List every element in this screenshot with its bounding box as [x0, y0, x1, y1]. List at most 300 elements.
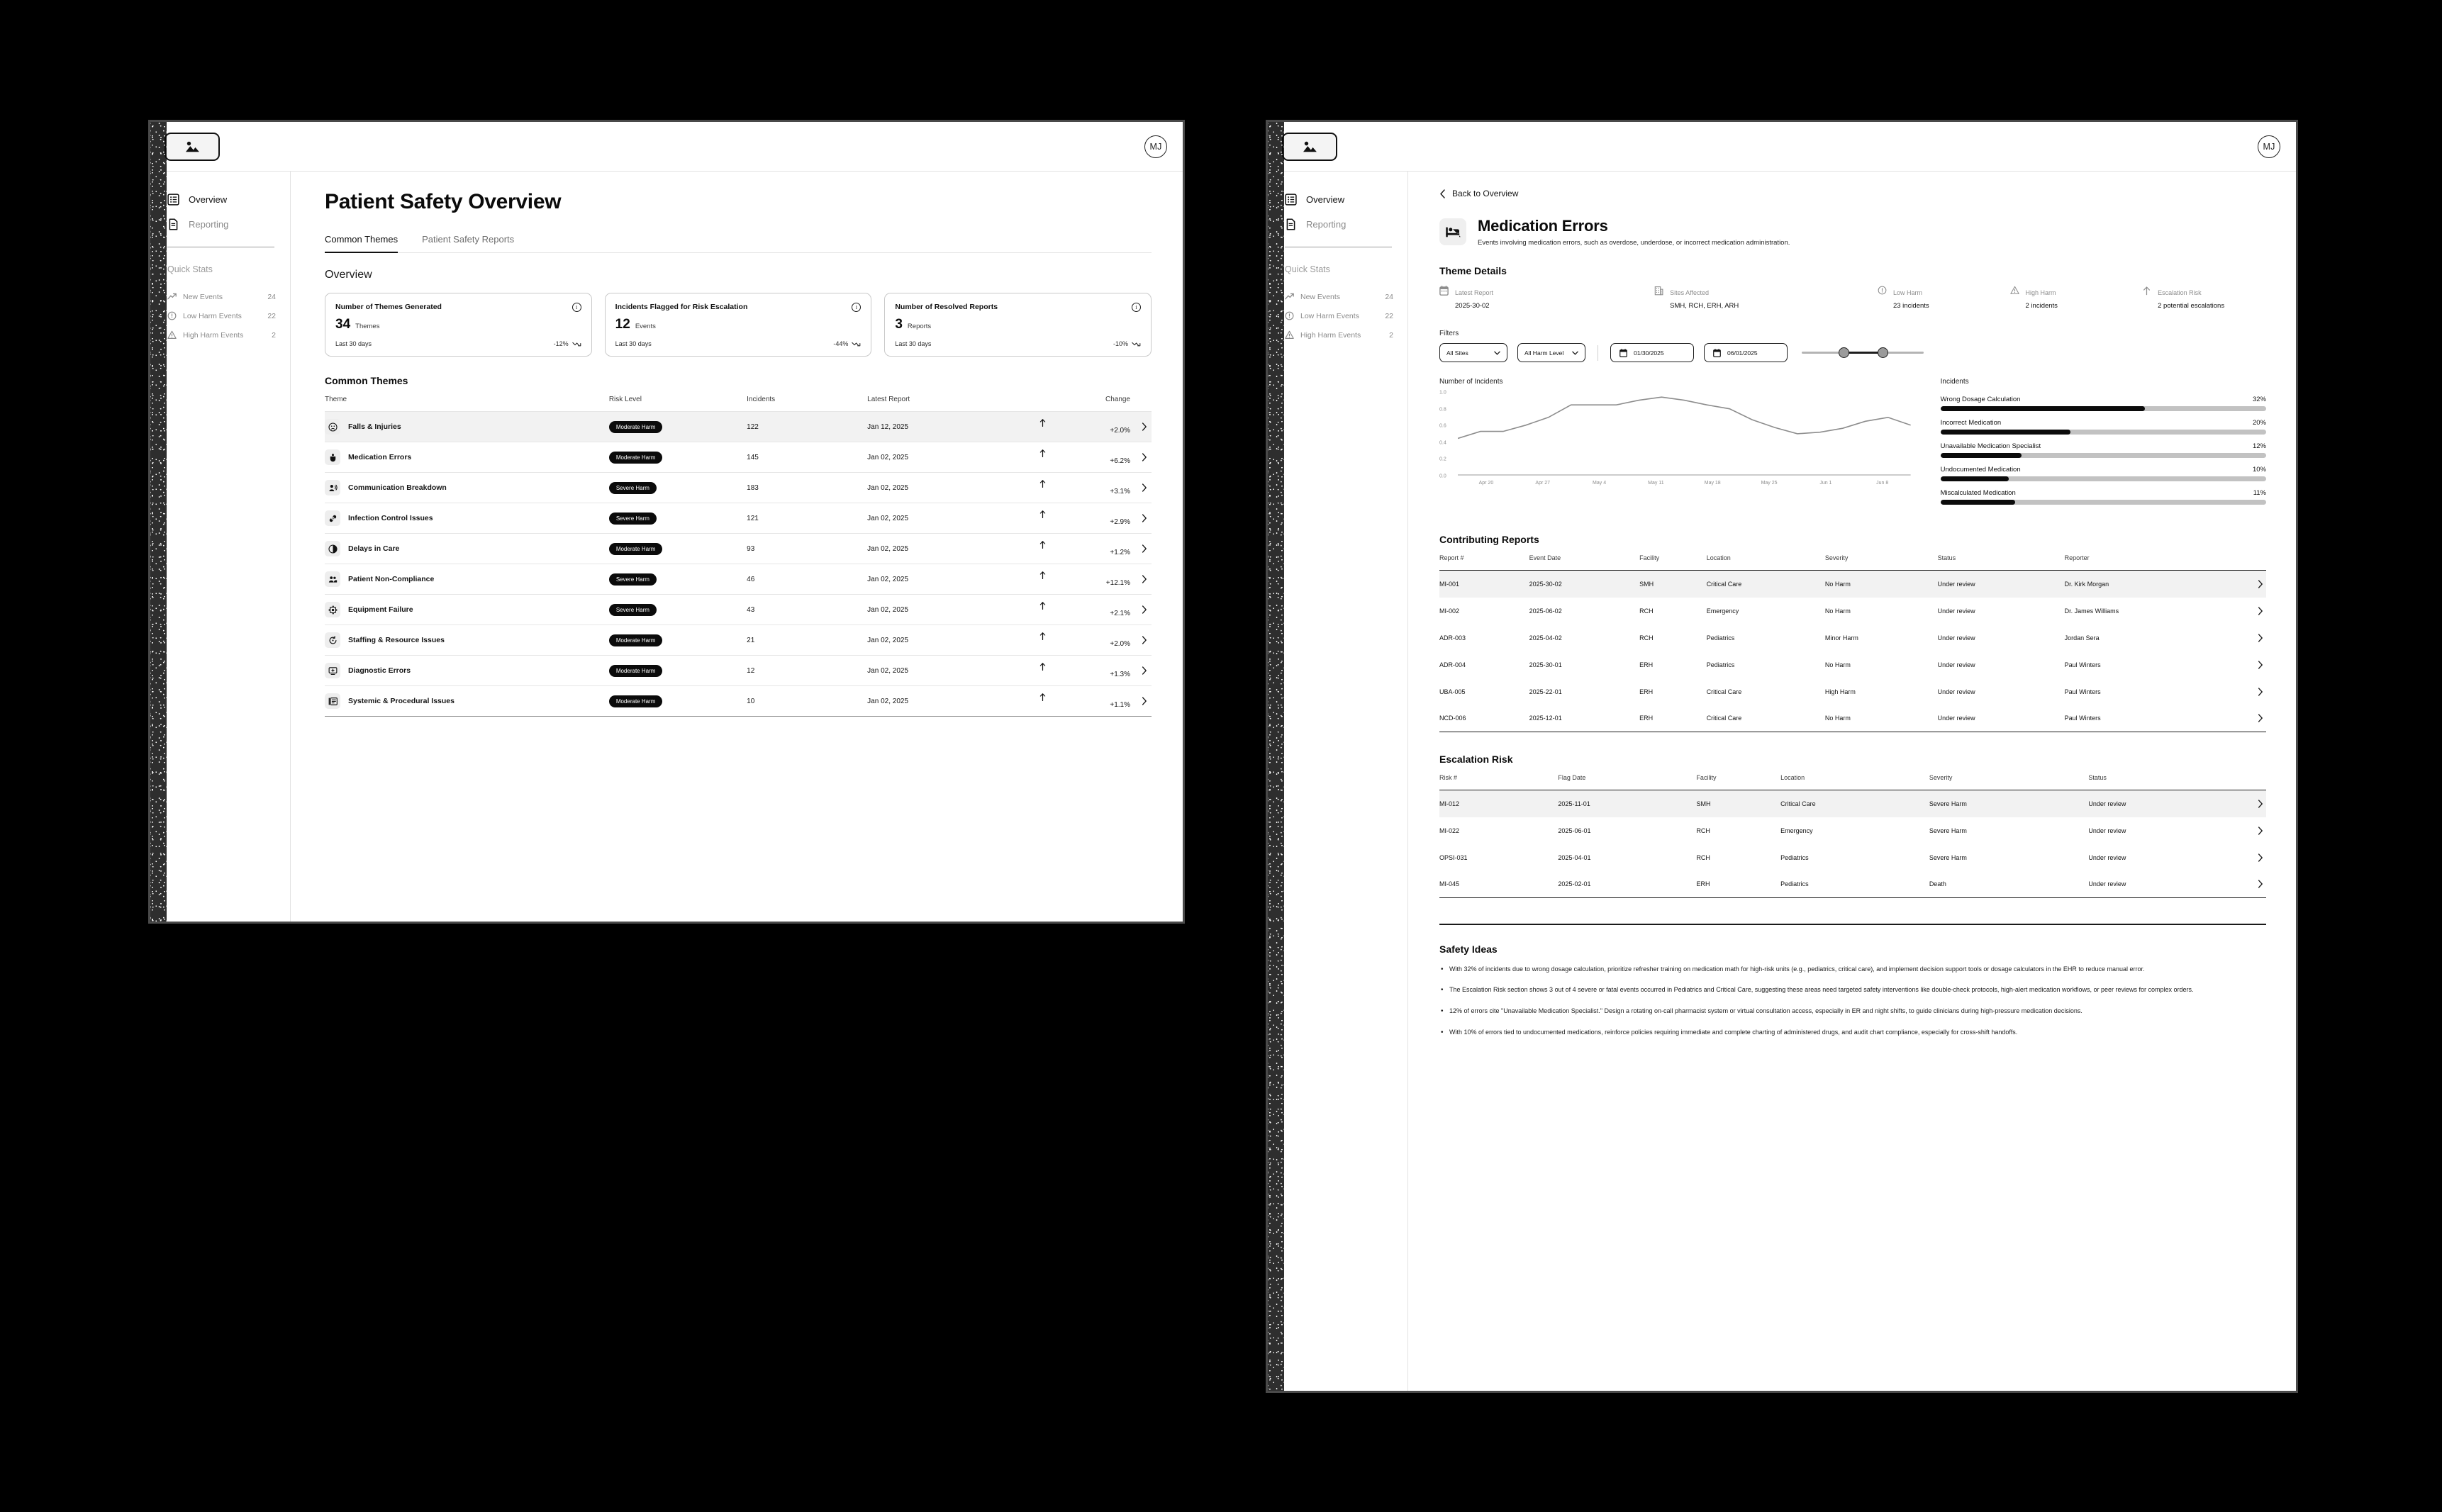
cell-risk-level [609, 412, 747, 442]
incident-bar-item [1941, 419, 2266, 435]
sidebar-item-label: Reporting [1306, 219, 1347, 230]
cell-theme [325, 442, 609, 473]
chevron-right-icon[interactable] [1142, 453, 1147, 461]
cell-risk-level [609, 656, 747, 686]
incident-pct: 11% [2253, 489, 2266, 497]
tab-bar [325, 234, 1152, 253]
cell-risk-id: OPSI-031 [1439, 853, 1468, 861]
quick-stat-low-harm [1283, 306, 1393, 325]
cell-status: Under review [2088, 880, 2126, 888]
incident-pct: 12% [2252, 442, 2266, 450]
info-icon[interactable]: i [1132, 303, 1141, 312]
column-header: Report # [1439, 554, 1464, 561]
stat-card-period: Last 30 days [895, 340, 932, 347]
chart-and-incidents-row [1439, 378, 2266, 513]
cell-latest-report: Jan 02, 2025 [867, 544, 908, 553]
column-header: Severity [1929, 774, 1953, 781]
incidents-bar-list [1941, 396, 2266, 505]
chevron-right-icon[interactable] [1142, 422, 1147, 431]
cell-facility: ERH [1639, 715, 1654, 722]
contributing-reports-table [1439, 554, 2266, 732]
calendar-icon [1439, 286, 1449, 296]
table-row[interactable] [325, 442, 1152, 473]
cell-facility: ERH [1696, 880, 1710, 888]
column-header: Facility [1639, 554, 1660, 561]
sidebar-item-label: Overview [1306, 194, 1345, 205]
stat-card-title: Number of Resolved Reports [895, 303, 998, 311]
y-axis-tick: 1.0 [1439, 390, 1446, 396]
back-to-overview-link[interactable] [1439, 189, 2266, 198]
table-row[interactable] [1439, 598, 2266, 625]
cell-incidents: 122 [747, 422, 759, 431]
detail-value: 2 incidents [2025, 302, 2058, 310]
cell-reporter: Paul Winters [2064, 715, 2101, 722]
stat-card-change [554, 340, 581, 347]
theme-detail-item [2010, 286, 2143, 311]
cell-chevron [2248, 571, 2266, 598]
incident-bar-item [1941, 489, 2266, 505]
cell-change: +1.2% [1039, 534, 1152, 564]
sidebar-item-overview[interactable] [166, 187, 276, 212]
cell-theme [325, 503, 609, 534]
cell-risk-id: MI-022 [1439, 827, 1460, 834]
incident-bar-fill [1941, 406, 2145, 411]
list-item: • 12% of errors cite "Unavailable Medication Specialist." Design a rotating on-call pharmacist system or virtual consultation access, especially in ER and night shifts, to guide clinicians during high-pressure medication decisions. [1439, 1006, 2266, 1017]
stat-card-value: 3 [895, 317, 903, 332]
table-row[interactable] [325, 595, 1152, 625]
hospital-bed-icon [1439, 218, 1466, 245]
cell-severity: Death [1929, 880, 1946, 888]
cell-flag-date: 2025-06-01 [1558, 827, 1591, 834]
detail-value: SMH, RCH, ERH, ARH [1670, 302, 1739, 310]
trend-down-icon [572, 341, 581, 347]
theme-detail-item [1654, 286, 1878, 311]
incident-label: Undocumented Medication [1940, 466, 2021, 474]
quick-stat-value: 22 [267, 311, 276, 320]
x-axis-tick: Apr 27 [1535, 481, 1551, 486]
cell-severity: High Harm [1824, 688, 1856, 695]
column-header: Risk Level [608, 396, 642, 403]
trending-up-icon [167, 292, 177, 301]
chevron-right-icon[interactable] [2258, 607, 2263, 615]
cell-location: Pediatrics [1780, 853, 1809, 861]
document-icon [1285, 218, 1297, 230]
rotate-arrow-icon [325, 632, 340, 648]
incident-bar-header [1941, 396, 2266, 403]
top-bar [150, 122, 1183, 172]
column-header: Status [2088, 774, 2107, 781]
incident-bar-header [1941, 489, 2266, 497]
safety-ideas-title: Safety Ideas [1439, 943, 1498, 955]
y-axis-tick: 0.8 [1439, 407, 1446, 413]
chevron-right-icon[interactable] [1142, 666, 1147, 675]
incident-bar-fill [1941, 476, 2009, 481]
info-icon[interactable]: i [852, 303, 861, 312]
theme-name: Infection Control Issues [348, 514, 433, 522]
chevron-right-icon[interactable] [1142, 697, 1147, 705]
date-to-value: 06/01/2025 [1727, 349, 1758, 357]
quick-stat-high-harm [1283, 325, 1393, 345]
column-header-spacer [2248, 774, 2266, 790]
cell-latest-report: Jan 02, 2025 [867, 605, 908, 614]
cell-facility: SMH [1639, 580, 1654, 588]
status-badge: Moderate Harm [609, 452, 663, 464]
sidebar-item-reporting[interactable] [1283, 212, 1393, 237]
harm-filter-value: All Harm Level [1524, 349, 1564, 357]
back-link-label: Back to Overview [1452, 189, 1519, 198]
cell-location: Emergency [1706, 607, 1739, 615]
cell-severity: No Harm [1824, 715, 1851, 722]
table-row[interactable] [1439, 817, 2266, 844]
theme-details-grid [1439, 286, 2266, 311]
stat-card-header [615, 303, 862, 312]
chevron-right-icon[interactable] [1142, 636, 1147, 644]
detail-page-title: Medication Errors [1478, 217, 1608, 235]
cell-facility: RCH [1696, 827, 1710, 834]
cell-risk-level [609, 686, 747, 717]
x-axis-tick: May 25 [1761, 481, 1778, 486]
chevron-right-icon[interactable] [1142, 575, 1147, 583]
incident-bar-header [1941, 466, 2266, 474]
table-row[interactable] [325, 656, 1152, 686]
cell-severity: No Harm [1824, 607, 1851, 615]
cell-chevron [2248, 678, 2266, 705]
date-from-input[interactable] [1610, 343, 1694, 362]
chevron-right-icon[interactable] [1142, 544, 1147, 553]
tab-patient-safety-reports[interactable]: Patient Safety Reports [422, 234, 515, 245]
cell-risk-level [609, 595, 747, 625]
cell-risk-level [609, 503, 747, 534]
tab-common-themes[interactable]: Common Themes [325, 234, 398, 252]
cell-theme [325, 656, 609, 686]
stat-card-title: Number of Themes Generated [335, 303, 442, 311]
harm-level-filter-select[interactable] [1517, 343, 1585, 362]
chevron-left-icon [1439, 189, 1446, 198]
book-list-icon [325, 693, 340, 709]
cell-status: Under review [1937, 607, 1975, 615]
chevron-down-icon [1572, 351, 1578, 355]
incidents-breakdown [1941, 378, 2266, 513]
quick-stat-label: New Events [183, 292, 223, 301]
cell-status: Under review [1937, 661, 1975, 668]
cell-latest-report: Jan 12, 2025 [867, 422, 908, 431]
cell-chevron [2248, 844, 2266, 871]
column-header: Flag Date [1558, 774, 1586, 781]
image-placeholder-icon [184, 140, 200, 153]
cell-risk-level [609, 534, 747, 564]
stat-card-footer [615, 340, 862, 347]
cell-severity: Severe Harm [1929, 853, 1967, 861]
chip-icon [325, 602, 340, 617]
cell-risk-level [609, 625, 747, 656]
cell-incidents: 121 [747, 514, 759, 522]
up-arrow-icon [1039, 480, 1130, 488]
cell-status: Under review [1937, 688, 1975, 695]
chevron-right-icon[interactable] [2258, 880, 2263, 888]
incident-label: Miscalculated Medication [1940, 489, 2016, 497]
chevron-down-icon [1494, 351, 1500, 355]
cell-event-date: 2025-30-02 [1529, 580, 1562, 588]
sad-face-icon [325, 419, 340, 435]
cell-report-id: ADR-003 [1439, 634, 1466, 642]
detail-key: Latest Report [1455, 289, 1494, 296]
monitor-plus-icon [325, 663, 340, 678]
up-arrow-icon [1039, 632, 1130, 640]
column-header: Risk # [1439, 774, 1458, 781]
window-body [150, 172, 1183, 922]
status-badge: Severe Harm [609, 573, 657, 586]
cell-status: Under review [1937, 715, 1975, 722]
column-header: Location [1706, 554, 1731, 561]
quick-stat-value: 2 [1389, 330, 1393, 340]
cell-event-date: 2025-22-01 [1529, 688, 1562, 695]
detail-title-row [1439, 217, 2266, 247]
chevron-right-icon[interactable] [2258, 661, 2263, 669]
incident-bar-fill [1941, 453, 2022, 458]
cell-status: Under review [1937, 634, 1975, 642]
cell-facility: SMH [1696, 800, 1711, 807]
date-to-input[interactable] [1704, 343, 1788, 362]
table-row[interactable] [325, 625, 1152, 656]
stat-card[interactable] [325, 293, 592, 357]
cell-theme [325, 625, 609, 656]
info-icon[interactable]: i [572, 303, 581, 312]
image-placeholder-icon [1302, 140, 1317, 153]
cell-severity: Severe Harm [1929, 827, 1967, 834]
chevron-right-icon[interactable] [2258, 800, 2263, 808]
logo-button[interactable] [1282, 133, 1337, 161]
chevron-right-icon[interactable] [2258, 827, 2263, 835]
quick-stat-new-events [166, 287, 276, 306]
table-row[interactable] [325, 473, 1152, 503]
incident-bar-item [1941, 466, 2266, 481]
cell-theme [325, 686, 609, 717]
cell-change: +2.9% [1039, 503, 1152, 534]
table-row[interactable] [1439, 844, 2266, 871]
table-row[interactable] [325, 503, 1152, 534]
trend-down-icon [852, 341, 861, 347]
cell-incidents: 145 [747, 453, 759, 461]
stat-card-period: Last 30 days [615, 340, 652, 347]
warning-triangle-icon [167, 330, 177, 340]
incident-bar-track [1941, 430, 2266, 435]
incident-bar-fill [1941, 500, 2015, 505]
sidebar-item-label: Overview [189, 194, 228, 205]
incident-bar-track [1941, 406, 2266, 411]
cell-location: Critical Care [1706, 688, 1742, 695]
cell-report-id: UBA-005 [1439, 688, 1466, 695]
table-row[interactable] [1439, 705, 2266, 732]
date-range-slider[interactable] [1802, 343, 1924, 362]
list-panel-icon [1285, 194, 1297, 206]
theme-detail-item [2142, 286, 2266, 311]
x-axis-tick: Jun 1 [1819, 481, 1832, 486]
chevron-right-icon[interactable] [1142, 483, 1147, 492]
cell-reporter: Dr. Kirk Morgan [2064, 580, 2109, 588]
cell-reporter: Paul Winters [2064, 688, 2101, 695]
status-badge: Moderate Harm [609, 665, 663, 677]
stat-card[interactable] [605, 293, 872, 357]
chevron-right-icon[interactable] [2258, 688, 2263, 696]
cell-incidents: 12 [747, 666, 755, 675]
table-row[interactable] [1439, 790, 2266, 817]
theme-detail-item [1878, 286, 2010, 311]
slider-knob-start[interactable] [1839, 347, 1849, 358]
up-arrow-icon [1039, 541, 1130, 549]
stat-card-unit: Events [635, 323, 656, 330]
theme-detail-main [1408, 172, 2296, 1391]
theme-detail-item [1439, 286, 1654, 311]
table-row[interactable] [325, 564, 1152, 595]
quick-stat-label: High Harm Events [1300, 330, 1361, 340]
change-value: -10% [1113, 340, 1129, 347]
logo-button[interactable] [165, 133, 220, 161]
detail-key: High Harm [2025, 289, 2056, 296]
chevron-right-icon[interactable] [2258, 634, 2263, 642]
up-arrow-icon [1039, 602, 1130, 610]
quick-stat-value: 22 [1385, 311, 1393, 320]
theme-name: Staffing & Resource Issues [348, 636, 445, 644]
exclamation-circle-icon [167, 311, 177, 320]
chevron-right-icon[interactable] [1142, 605, 1147, 614]
cell-facility: ERH [1639, 688, 1654, 695]
theme-name: Diagnostic Errors [348, 666, 411, 675]
status-badge: Moderate Harm [609, 695, 663, 707]
column-header: Latest Report [867, 396, 910, 403]
quick-stat-value: 2 [272, 330, 276, 340]
change-value: -44% [833, 340, 849, 347]
up-arrow-icon [1039, 449, 1130, 457]
table-row[interactable] [325, 686, 1152, 717]
cell-event-date: 2025-12-01 [1529, 715, 1562, 722]
incident-bar-track [1941, 476, 2266, 481]
sidebar [150, 172, 291, 922]
list-panel-icon [167, 194, 179, 206]
x-axis-tick: Jun 8 [1876, 481, 1889, 486]
stat-card-value-row [335, 317, 581, 332]
incident-pct: 32% [2252, 396, 2266, 403]
avatar[interactable] [2258, 135, 2280, 158]
site-filter-value: All Sites [1446, 349, 1468, 357]
stat-card[interactable] [884, 293, 1152, 357]
table-row[interactable] [1439, 625, 2266, 651]
cell-chevron [2248, 790, 2266, 817]
bandage-icon [325, 510, 340, 526]
incident-label: Incorrect Medication [1940, 419, 2002, 427]
theme-name: Falls & Injuries [348, 422, 401, 431]
chevron-right-icon[interactable] [2258, 853, 2263, 862]
stat-card-footer [895, 340, 1141, 347]
quick-stats-title: Quick Stats [167, 264, 213, 274]
theme-detail-window [1268, 122, 2296, 1391]
exclamation-circle-icon [1878, 286, 1887, 295]
cell-incidents: 10 [747, 697, 755, 705]
slider-knob-end[interactable] [1878, 347, 1888, 358]
chevron-right-icon[interactable] [1142, 514, 1147, 522]
cell-location: Critical Care [1706, 580, 1742, 588]
cell-risk-level [609, 564, 747, 595]
stat-card-header [895, 303, 1141, 312]
cell-change: +1.1% [1039, 686, 1152, 717]
y-axis-tick: 0.0 [1439, 474, 1446, 479]
quick-stat-label: Low Harm Events [183, 311, 242, 320]
up-arrow-icon [1039, 510, 1130, 518]
half-clock-icon [325, 541, 340, 556]
table-header-row [1439, 554, 2266, 571]
trending-up-icon [1285, 292, 1294, 301]
column-header: Theme [325, 396, 347, 403]
common-themes-table [325, 396, 1152, 717]
stat-card-unit: Reports [907, 323, 932, 330]
incident-bar-track [1941, 500, 2266, 505]
chevron-right-icon[interactable] [2258, 714, 2263, 722]
document-icon [167, 218, 179, 230]
safety-ideas-list [1439, 964, 2266, 1038]
theme-name: Medication Errors [348, 453, 412, 461]
detail-value: 2 potential escalations [2158, 302, 2225, 310]
overview-main [291, 172, 1183, 922]
status-badge: Severe Harm [609, 604, 657, 616]
status-badge: Moderate Harm [609, 421, 663, 433]
incident-pct: 20% [2252, 419, 2266, 427]
cell-severity: No Harm [1824, 661, 1851, 668]
sidebar-item-overview[interactable] [1283, 187, 1393, 212]
cell-incidents: 21 [747, 636, 755, 644]
table-body [1439, 571, 2266, 732]
table-row[interactable] [325, 412, 1152, 442]
cell-risk-level [609, 473, 747, 503]
up-arrow-icon [1039, 571, 1130, 579]
cell-latest-report: Jan 02, 2025 [867, 453, 908, 461]
common-themes-title: Common Themes [325, 375, 408, 386]
site-filter-select[interactable] [1439, 343, 1507, 362]
table-header-row [325, 396, 1152, 412]
chevron-right-icon[interactable] [2258, 580, 2263, 588]
table-row[interactable] [1439, 678, 2266, 705]
table-row[interactable] [1439, 871, 2266, 898]
incident-bar-header [1941, 442, 2266, 450]
quick-stats-title: Quick Stats [1285, 264, 1330, 274]
cell-location: Pediatrics [1780, 880, 1809, 888]
stat-card-unit: Themes [355, 323, 380, 330]
y-axis-tick: 0.2 [1439, 457, 1446, 462]
table-row[interactable] [1439, 651, 2266, 678]
table-row[interactable] [1439, 571, 2266, 598]
chart-x-axis [1458, 481, 1911, 486]
sidebar-item-reporting[interactable] [166, 212, 276, 237]
cell-chevron [2248, 625, 2266, 651]
cell-theme [325, 473, 609, 503]
cell-change: +12.1% [1039, 564, 1152, 595]
cell-theme [325, 534, 609, 564]
cell-facility: RCH [1696, 853, 1710, 861]
overview-window [150, 122, 1183, 922]
cell-chevron [2248, 651, 2266, 678]
cell-latest-report: Jan 02, 2025 [867, 483, 908, 492]
x-axis-tick: May 11 [1648, 481, 1664, 486]
up-arrow-icon [2142, 286, 2151, 296]
avatar[interactable] [1144, 135, 1167, 158]
cell-latest-report: Jan 02, 2025 [867, 636, 908, 644]
cell-latest-report: Jan 02, 2025 [867, 697, 908, 705]
up-arrow-icon [1039, 419, 1130, 427]
table-row[interactable] [325, 534, 1152, 564]
filters-label: Filters [1439, 330, 1459, 337]
incidents-line-chart [1439, 378, 1911, 513]
x-axis-tick: Apr 20 [1478, 481, 1494, 486]
change-value: -12% [553, 340, 569, 347]
cell-latest-report: Jan 02, 2025 [867, 514, 908, 522]
